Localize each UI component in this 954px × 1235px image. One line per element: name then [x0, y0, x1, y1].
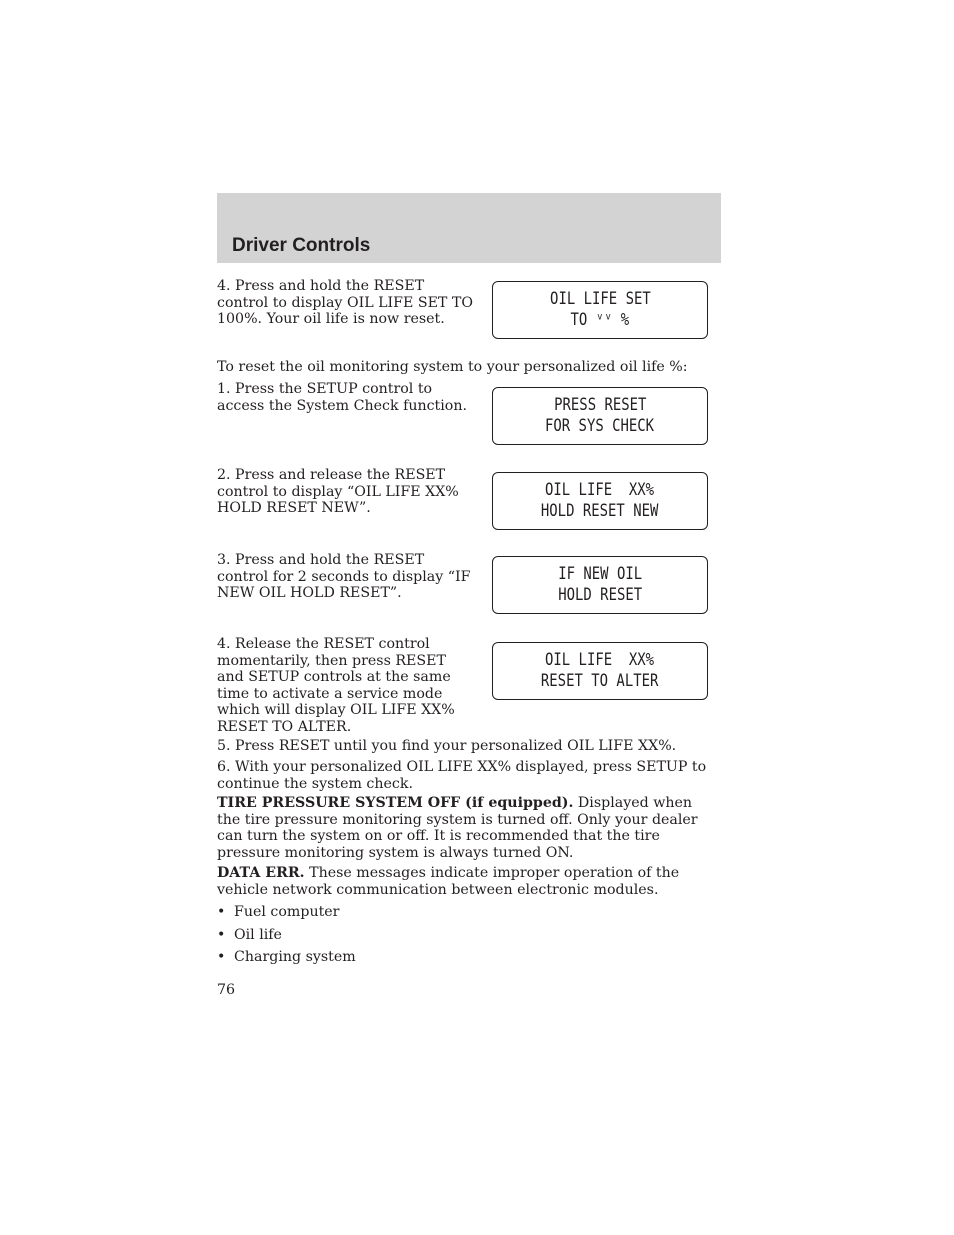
display-line-1: OIL LIFE XX% [545, 480, 655, 500]
step-2-text: 2. Press and release the RESET control to display “OIL LIFE XX% HOLD RESET NEW”. [217, 467, 459, 517]
data-err-label: DATA ERR. [217, 865, 305, 881]
data-err-text: These messages indicate improper operation of the vehicle network communication between electronic modules. [217, 865, 680, 898]
tire-pressure-label: TIRE PRESSURE SYSTEM OFF (if equipped). [217, 795, 574, 811]
display-line-1: OIL LIFE XX% [545, 650, 655, 670]
list-item: • Oil life [217, 927, 282, 943]
step-4-reset-text: 4. Press and hold the RESET control to display OIL LIFE SET TO 100%. Your oil life is now reset. [217, 278, 473, 328]
tire-pressure-text: Displayed when the tire pressure monitoring system is turned off. Only your dealer can turn the system on or off. It is recommended that the tire pressure monitoring system is always turned ON. [217, 795, 698, 861]
display-if-new-oil [492, 556, 708, 614]
section-header-band [217, 193, 721, 263]
display-line-1: IF NEW OIL [558, 564, 642, 584]
display-reset-to-alter [492, 642, 708, 700]
display-line-1: OIL LIFE SET [549, 289, 651, 309]
step-4-service-text: 4. Release the RESET control momentarily, then press RESET and SETUP controls at the same time to activate a service mode which will display OIL LIFE XX% RESET TO ALTER. [217, 636, 455, 735]
step-6-text: 6. With your personalized OIL LIFE XX% displayed, press SETUP to continue the system check. [217, 759, 707, 792]
display-line-2: HOLD RESET NEW [541, 501, 659, 521]
display-press-reset [492, 387, 708, 445]
section-title: Driver Controls [232, 235, 371, 256]
display-oil-life-set [492, 281, 708, 339]
display-line-2: HOLD RESET [558, 585, 642, 605]
bullet-icon: • [217, 927, 226, 943]
bullet-icon: • [217, 904, 226, 920]
display-line-2: FOR SYS CHECK [545, 416, 655, 436]
display-line-2: TO ᵛᵛ % [570, 310, 630, 330]
step-5-text: 5. Press RESET until you find your personalized OIL LIFE XX%. [217, 738, 677, 754]
display-line-1: PRESS RESET [553, 395, 647, 415]
display-line-2: RESET TO ALTER [541, 671, 659, 691]
display-oil-life-hold-reset [492, 472, 708, 530]
page-number: 76 [217, 982, 236, 998]
list-item: • Fuel computer [217, 904, 340, 920]
bullet-icon: • [217, 949, 226, 965]
intro-text: To reset the oil monitoring system to your personalized oil life %: [217, 359, 688, 375]
tire-pressure-paragraph [217, 795, 713, 861]
step-3-text: 3. Press and hold the RESET control for 2 seconds to display “IF NEW OIL HOLD RESET”. [217, 552, 471, 602]
list-item: • Charging system [217, 949, 356, 965]
data-err-paragraph [217, 865, 713, 898]
step-1-text: 1. Press the SETUP control to access the System Check function. [217, 381, 467, 414]
